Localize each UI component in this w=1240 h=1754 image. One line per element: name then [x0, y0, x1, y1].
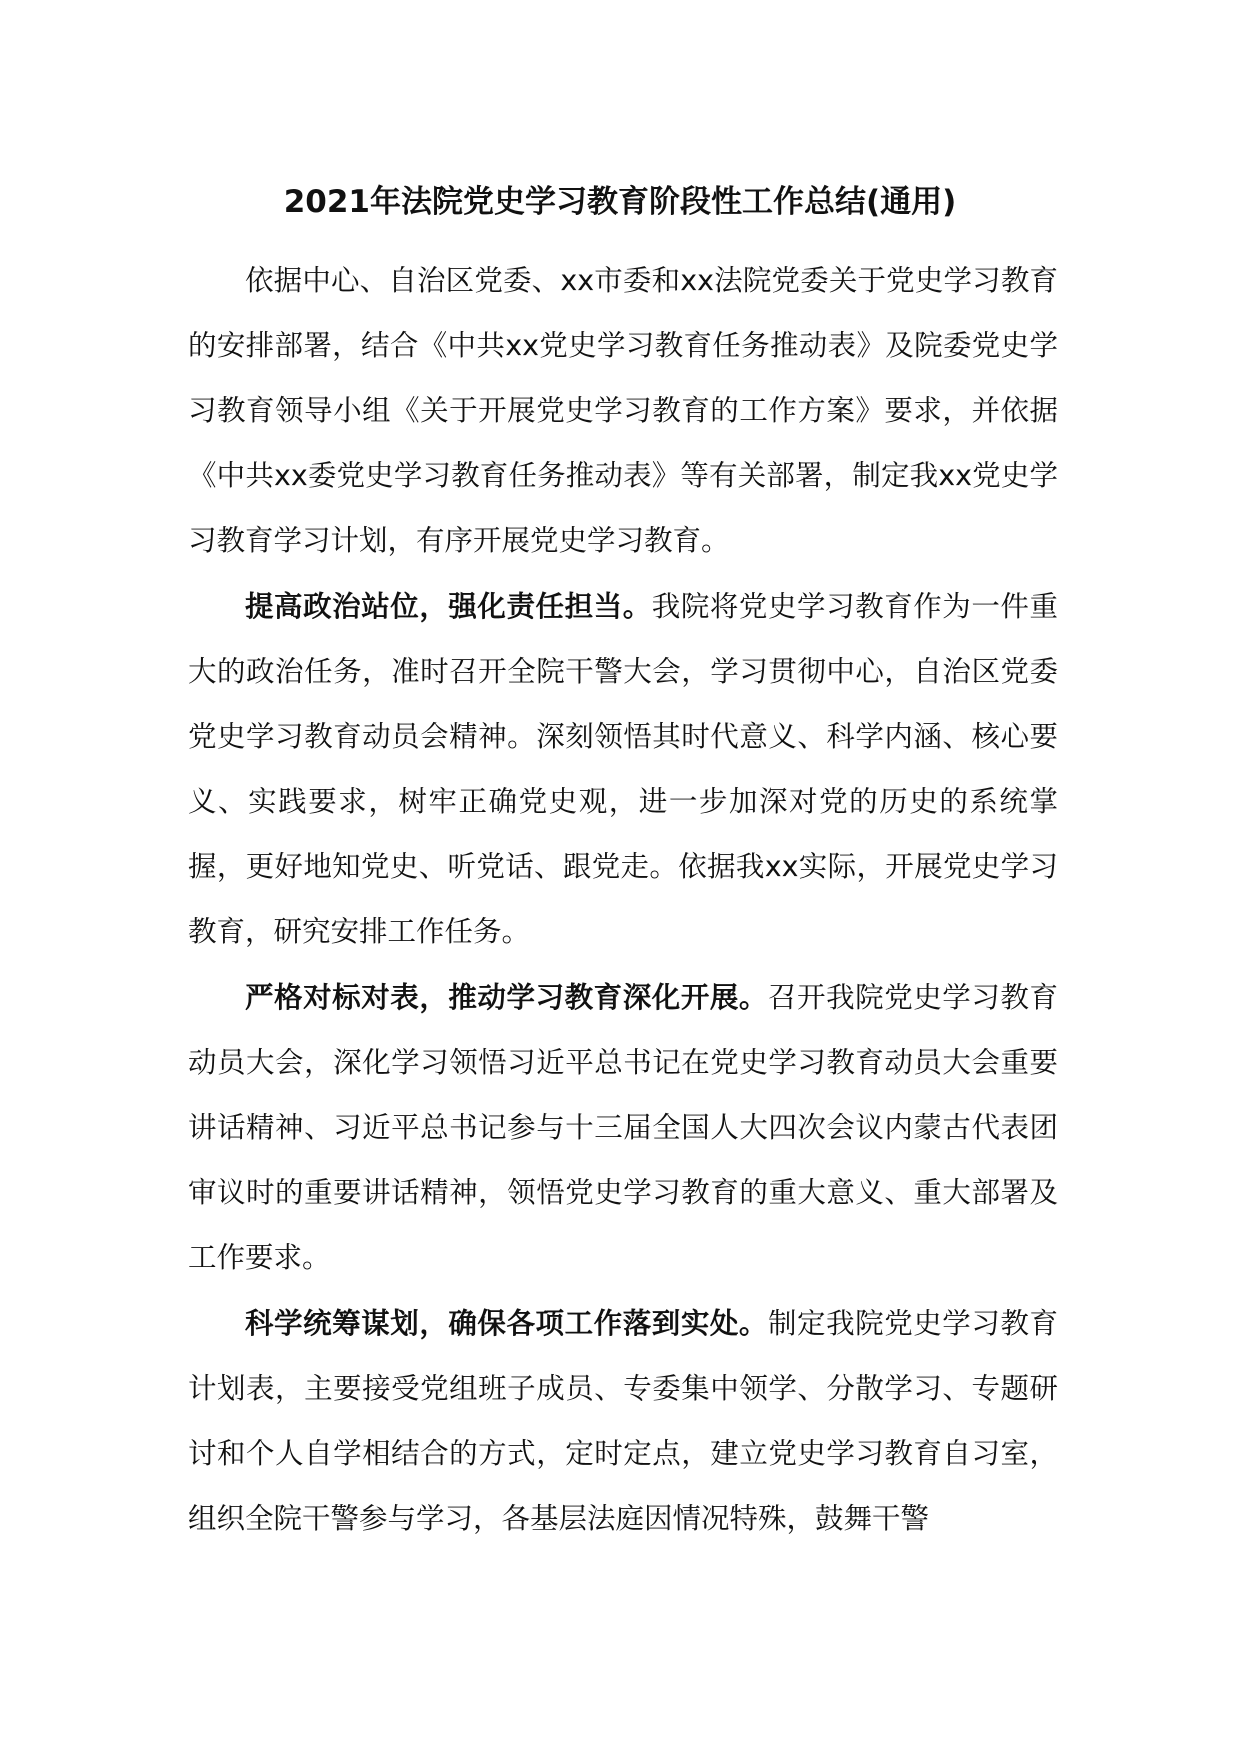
- paragraph-lead: 提高政治站位，强化责任担当。: [245, 590, 652, 623]
- paragraph-text: 制定我院党史学习教育计划表，主要接受党组班子成员、专委集中领学、分散学习、专题研讨和个人自学相结合的方式，定时定点，建立党史学习教育自习室，组织全院干警参与学习，各基层法庭因情况特殊，鼓舞干警: [188, 1307, 1058, 1535]
- paragraph-lead: 严格对标对表，推动学习教育深化开展。: [245, 981, 768, 1014]
- paragraph-lead: 科学统筹谋划，确保各项工作落到实处。: [245, 1307, 768, 1340]
- paragraph-text: 召开我院党史学习教育动员大会，深化学习领悟习近平总书记在党史学习教育动员大会重要讲话精神、习近平总书记参与十三届全国人大四次会议内蒙古代表团审议时的重要讲话精神，领悟党史学习教育的重大意义、重大部署及工作要求。: [188, 981, 1058, 1274]
- paragraph-planning: [188, 1291, 1058, 1551]
- paragraph-text: 依据中心、自治区党委、xx市委和xx法院党委关于党史学习教育的安排部署，结合《中共xx党史学习教育任务推动表》及院委党史学习教育领导小组《关于开展党史学习教育的工作方案》要求，并依据《中共xx委党史学习教育任务推动表》等有关部署，制定我xx党史学习教育学习计划，有序开展党史学习教育。: [188, 264, 1058, 557]
- document-title: 2021年法院党史学习教育阶段性工作总结(通用): [283, 184, 957, 220]
- paragraph-political-stance: [188, 574, 1058, 964]
- paragraph-intro: [188, 248, 1058, 573]
- paragraph-benchmarking: [188, 965, 1058, 1290]
- document-body: [188, 248, 1058, 1551]
- paragraph-text: 我院将党史学习教育作为一件重大的政治任务，准时召开全院干警大会，学习贯彻中心，自治区党委党史学习教育动员会精神。深刻领悟其时代意义、科学内涵、核心要义、实践要求，树牢正确党史观，进一步加深对党的历史的系统掌握，更好地知党史、听党话、跟党走。依据我xx实际，开展党史学习教育，研究安排工作任务。: [188, 590, 1058, 948]
